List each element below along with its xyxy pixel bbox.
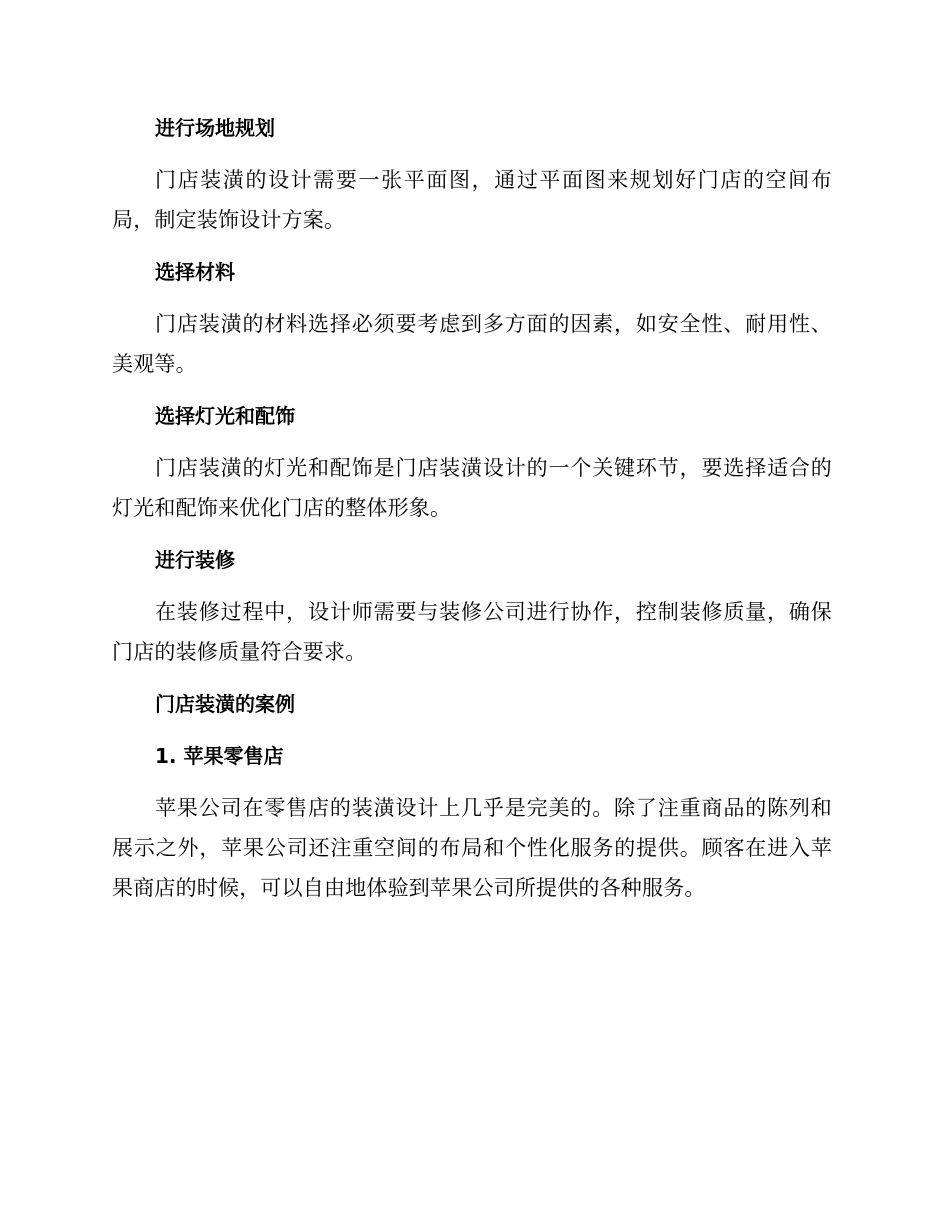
section-text-renovation: 在装修过程中，设计师需要与装修公司进行协作，控制装修质量，确保门店的装修质量符合要求。 (112, 600, 832, 664)
case-subheading-apple: 1. 苹果零售店 (155, 744, 284, 768)
case-text-apple: 苹果公司在零售店的装潢设计上几乎是完美的。除了注重商品的陈列和展示之外，苹果公司还注重空间的布局和个性化服务的提供。顾客在进入苹果商店的时候，可以自由地体验到苹果公司所提供的各种服务。 (112, 796, 832, 900)
section-heading-renovation: 进行装修 (155, 548, 235, 572)
section-text-materials: 门店装潢的材料选择必须要考虑到多方面的因素，如安全性、耐用性、美观等。 (112, 312, 832, 376)
document-body (112, 108, 832, 920)
section-text-lighting: 门店装潢的灯光和配饰是门店装潢设计的一个关键环节，要选择适合的灯光和配饰来优化门店的整体形象。 (112, 456, 832, 520)
section-heading-site-planning: 进行场地规划 (155, 116, 275, 140)
case-section-heading: 门店装潢的案例 (155, 692, 295, 716)
section-heading-lighting: 选择灯光和配饰 (155, 404, 295, 428)
section-text-site-planning: 门店装潢的设计需要一张平面图，通过平面图来规划好门店的空间布局，制定装饰设计方案。 (112, 168, 832, 232)
section-heading-materials: 选择材料 (155, 260, 235, 284)
